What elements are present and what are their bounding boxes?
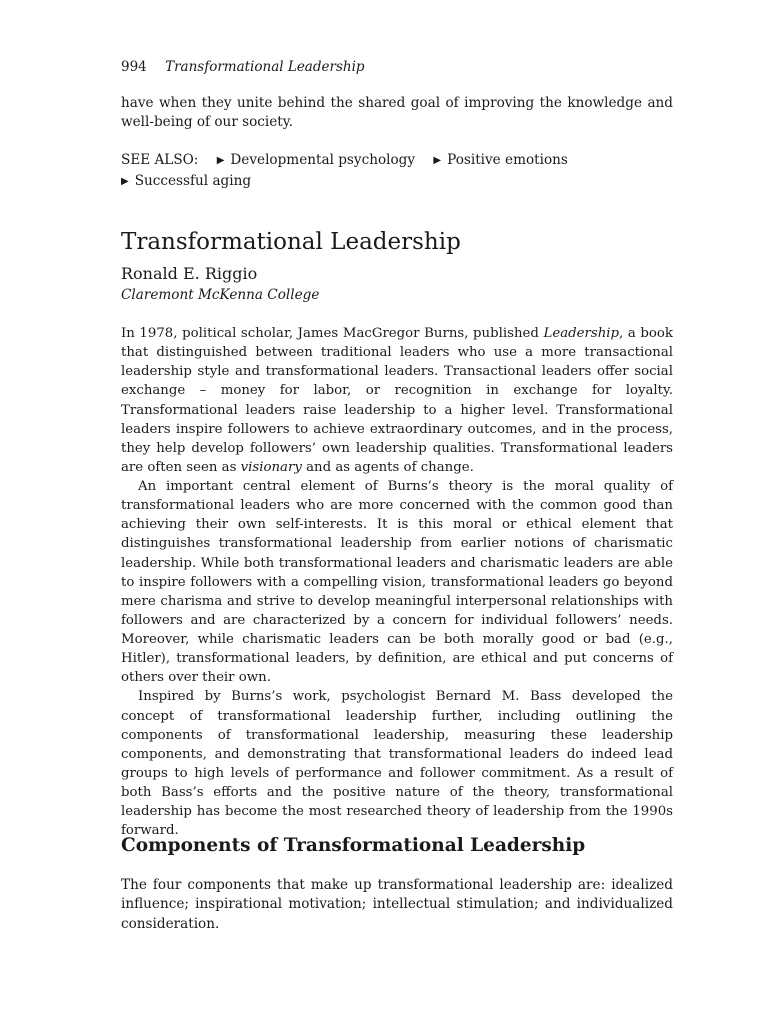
see-also-link-successful-aging[interactable]	[121, 173, 251, 189]
text-run: and as agents of change.	[301, 459, 474, 475]
see-also-link-label: Developmental psychology	[230, 152, 416, 168]
triangle-right-icon: ▶	[433, 155, 442, 166]
running-head	[121, 58, 365, 76]
author-name: Ronald E. Riggio	[121, 264, 258, 283]
article-title: Transformational Leadership	[121, 229, 461, 255]
emphasis-text: visionary	[240, 459, 302, 475]
section-paragraph: The four components that make up transformational leadership are: idealized influence; inspirational motivation; intellectual stimulation; and individualized consideration.	[121, 877, 673, 932]
book-title-emphasis: Leadership	[543, 326, 620, 341]
see-also-block	[121, 151, 673, 192]
text-run: , a book that distinguished between traditional leaders who use a more transactional leadership style and transformational leaders. Transactional leaders offer social exchange – money for labor, or recognition in exchange for loyalty. Transformational leaders raise leadership to a higher level. Transformational leaders inspire followers to achieve extraordinary outcomes, and in the process, they help develop followers’ own leadership qualities. Transformational leaders are often seen as	[121, 326, 673, 475]
author-affiliation: Claremont McKenna College	[121, 287, 320, 303]
triangle-right-icon: ▶	[216, 155, 225, 166]
body-paragraph-3: Inspired by Burns’s work, psychologist Bernard M. Bass developed the concept of transformational leadership further, including outlining the components of transformational leadership, measuring these leadership components, and demonstrating that transformational leaders do indeed lead groups to high levels of performance and follower commitment. As a result of both Bass’s efforts and the positive nature of the theory, transformational leadership has become the most researched theory of leadership from the 1990s forward.	[121, 689, 673, 839]
see-also-label: SEE ALSO:	[121, 152, 199, 168]
article-body	[121, 324, 673, 840]
see-also-link-label: Positive emotions	[447, 152, 568, 168]
body-paragraph-1	[121, 324, 673, 477]
text-run: In 1978, political scholar, James MacGregor Burns, published	[121, 326, 544, 341]
see-also-link-developmental-psychology[interactable]	[217, 152, 415, 168]
see-also-link-label: Successful aging	[134, 172, 252, 189]
triangle-right-icon: ▶	[121, 175, 129, 187]
running-head-title: Transformational Leadership	[165, 59, 365, 75]
continued-paragraph: have when they unite behind the shared goal of improving the knowledge and well-being of our society.	[121, 95, 673, 131]
section-heading: Components of Transformational Leadership	[121, 835, 586, 856]
body-paragraph-2: An important central element of Burns’s theory is the moral quality of transformational leaders who are more concerned with the common good than achieving their own self-interests. It is this moral or ethical element that distinguishes transformational leadership from earlier notions of charismatic leadership. While both transformational leaders and charismatic leaders are able to inspire followers with a compelling vision, transformational leaders go beyond mere charisma and strive to develop meaningful interpersonal relationships with followers and are characterized by a concern for individual followers’ needs. Moreover, while charismatic leaders can be both morally good or bad (e.g., Hitler), transformational leaders, by definition, are ethical and put concerns of others over their own.	[121, 479, 673, 686]
see-also-link-positive-emotions[interactable]	[433, 152, 568, 168]
page-number: 994	[121, 59, 147, 75]
